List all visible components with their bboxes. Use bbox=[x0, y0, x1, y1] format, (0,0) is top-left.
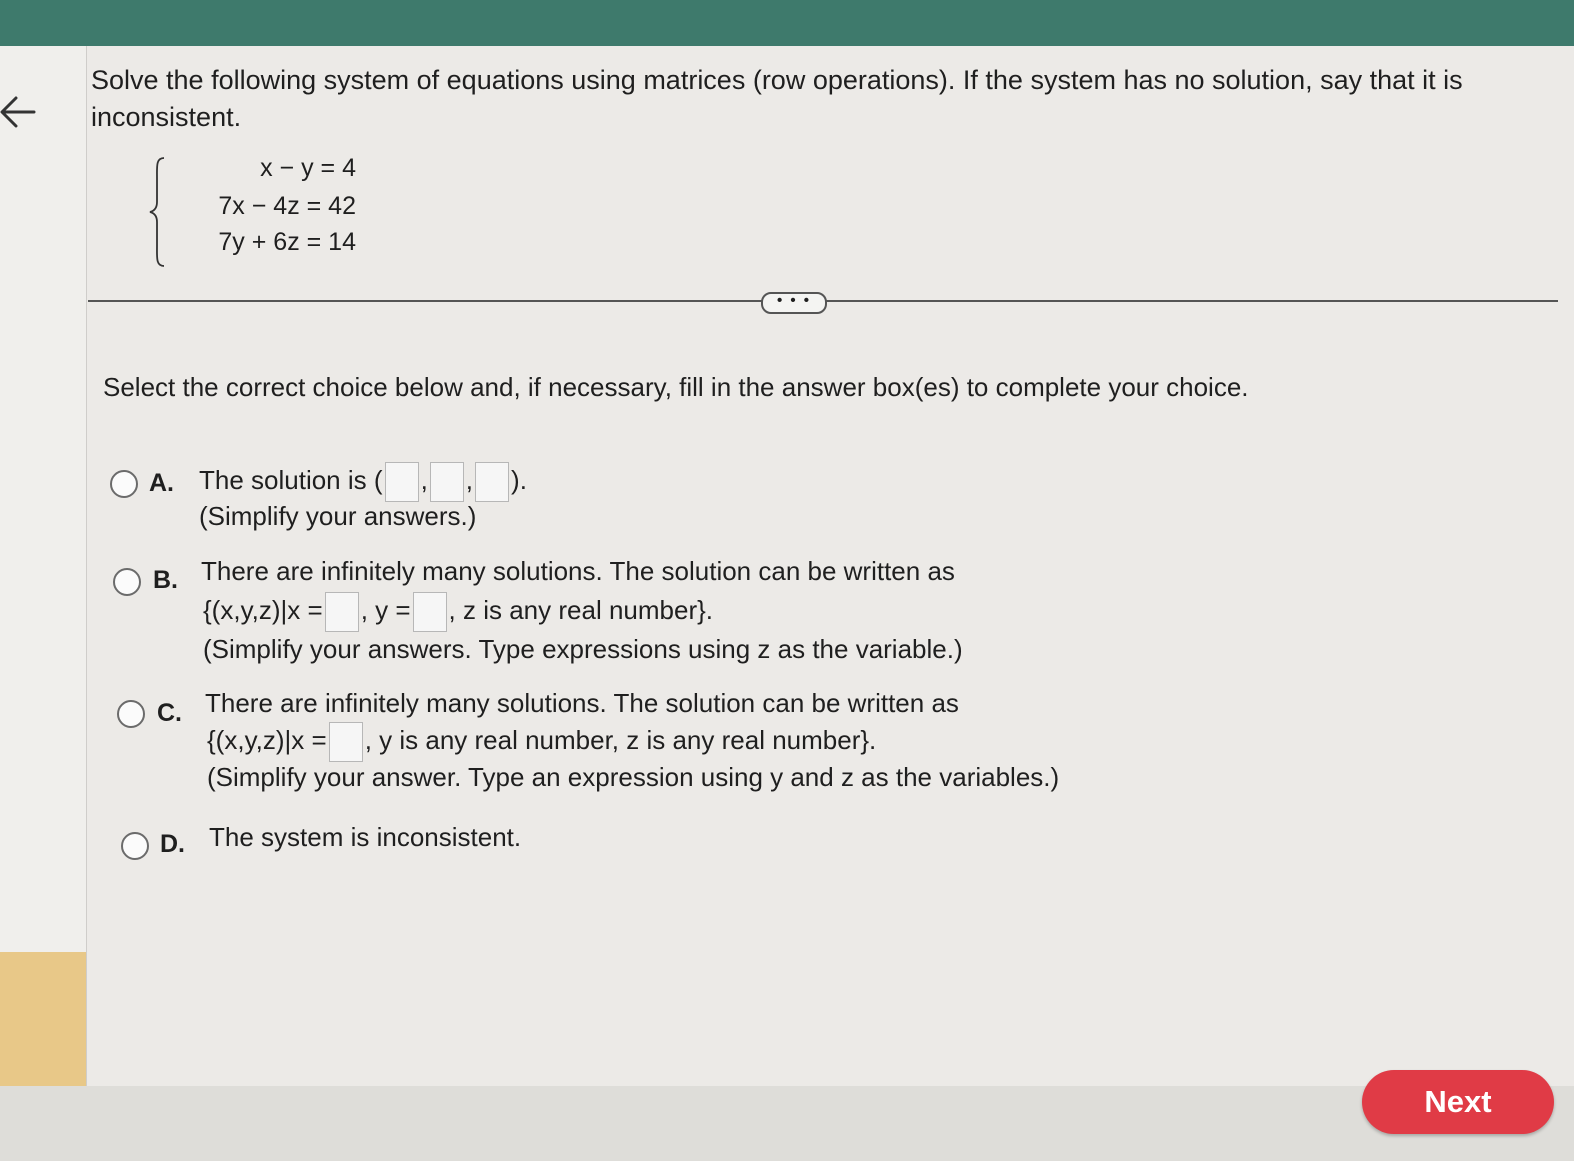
choice-c-set bbox=[207, 722, 876, 762]
choice-b-note: (Simplify your answers. Type expressions using z as the variable.) bbox=[203, 634, 963, 664]
choice-b-letter: B. bbox=[153, 566, 178, 594]
choice-b-tail: , z is any real number}. bbox=[448, 594, 714, 625]
choice-d-text: The system is inconsistent. bbox=[209, 822, 522, 852]
back-arrow-icon[interactable] bbox=[0, 84, 36, 140]
left-panel-highlight bbox=[0, 952, 86, 1086]
close-paren: ) bbox=[511, 464, 520, 495]
left-panel bbox=[0, 46, 87, 1086]
answer-box-y[interactable] bbox=[430, 462, 464, 502]
equation-1: x − y = 4 bbox=[260, 154, 356, 182]
equation-2: 7x − 4z = 42 bbox=[218, 192, 356, 220]
choice-b-set bbox=[203, 592, 713, 632]
choice-c-letter: C. bbox=[157, 699, 182, 727]
choice-a-note: (Simplify your answers.) bbox=[199, 501, 477, 531]
answer-box-b-y[interactable] bbox=[413, 592, 447, 632]
choice-b-mid: , y = bbox=[360, 594, 411, 625]
answer-box-z[interactable] bbox=[475, 462, 509, 502]
left-brace-icon bbox=[148, 156, 170, 268]
choice-c-radio[interactable] bbox=[117, 700, 145, 728]
choice-c-set-start: {(x,y,z)|x = bbox=[207, 724, 327, 755]
more-options-button[interactable]: • • • bbox=[761, 292, 827, 314]
footer-bar bbox=[0, 1086, 1574, 1161]
choice-c-note: (Simplify your answer. Type an expression using y and z as the variables.) bbox=[207, 762, 1060, 792]
choice-a-line: The solution is ( , , ). bbox=[199, 462, 527, 502]
equation-system bbox=[148, 152, 388, 272]
equation-3: 7y + 6z = 14 bbox=[218, 228, 356, 256]
next-button[interactable]: Next bbox=[1362, 1070, 1554, 1134]
choice-b-radio[interactable] bbox=[113, 568, 141, 596]
choice-b-text: There are infinitely many solutions. The solution can be written as bbox=[201, 556, 955, 586]
choice-c-text: There are infinitely many solutions. The solution can be written as bbox=[205, 688, 959, 718]
choice-a-text: The solution is bbox=[199, 464, 367, 495]
top-bar bbox=[0, 0, 1574, 46]
instruction-text: Select the correct choice below and, if necessary, fill in the answer box(es) to complete your choice. bbox=[103, 372, 1249, 402]
choice-c-tail: , y is any real number, z is any real number}. bbox=[364, 724, 877, 755]
answer-box-x[interactable] bbox=[385, 462, 419, 502]
open-paren: ( bbox=[373, 464, 383, 495]
question-prompt: Solve the following system of equations using matrices (row operations). If the system has no solution, say that it is inconsistent. bbox=[91, 65, 1463, 132]
answer-box-b-x[interactable] bbox=[325, 592, 359, 632]
choice-b-set-start: {(x,y,z)|x = bbox=[203, 594, 323, 625]
choice-d-radio[interactable] bbox=[121, 832, 149, 860]
choice-a-radio[interactable] bbox=[110, 470, 138, 498]
choice-a-letter: A. bbox=[149, 469, 174, 497]
answer-box-c-x[interactable] bbox=[329, 722, 363, 762]
choice-d-letter: D. bbox=[160, 830, 185, 858]
